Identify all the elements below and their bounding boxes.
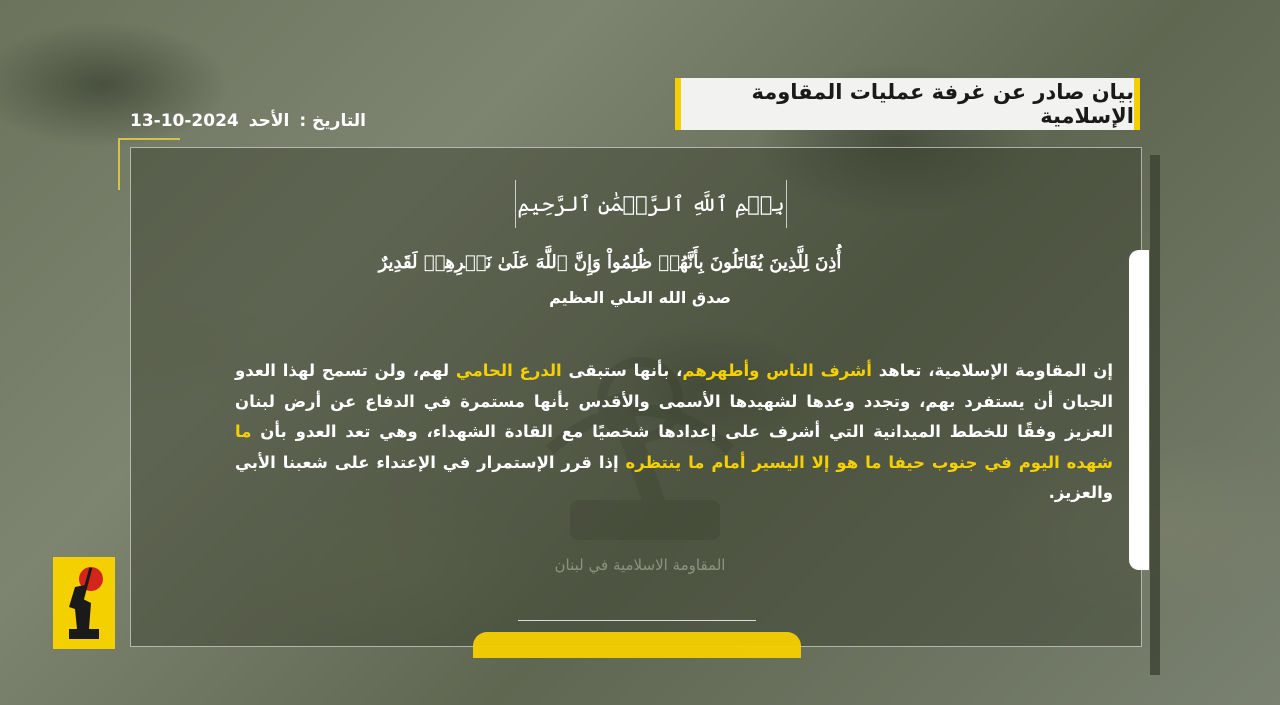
body-text-2: ، بأنها ستبقى xyxy=(561,361,683,380)
body-highlight-3: ما شهده اليوم في جنوب حيفا ما هو إلا اليسير أمام ما ينتظره xyxy=(235,422,1113,472)
body-text-1: إن المقاومة الإسلامية، تعاهد xyxy=(871,361,1113,380)
body-highlight-1: أشرف الناس وأطهرهم xyxy=(682,361,872,380)
bismillah-frame xyxy=(515,180,787,228)
resistance-logo-icon xyxy=(53,557,115,649)
statement-body xyxy=(235,356,1113,509)
bottom-yellow-tab xyxy=(473,632,801,658)
side-shadow-strip xyxy=(1150,155,1160,675)
bismillah: بِسۡمِ ٱللَّهِ ٱلرَّحۡمَٰنِ ٱلرَّحِيمِ xyxy=(517,192,785,216)
body-highlight-2: الدرع الحامي xyxy=(455,361,562,380)
emblem-caption: المقاومة الاسلامية في لبنان xyxy=(554,556,726,574)
verse-closing: صدق الله العلي العظيم xyxy=(549,288,731,307)
date-label: التاريخ : xyxy=(299,111,366,131)
body-text-3: لهم، ولن تسمح لهذا العدو الجبان أن يستفرد بهم، وتجدد وعدها لشهيدها الأسمى والأقدس بأنها مستمرة في الدفاع عن أرض لبنان العزيز وفقًا للخطط الميدانية التي أشرف على إعدادها شخصيًا مع القادة الشهداء، وهي تعد العدو بأن xyxy=(235,361,1113,441)
bottom-divider xyxy=(518,620,756,621)
quran-verse: أُذِنَ لِلَّذِينَ يُقَاتَلُونَ بِأَنَّهُمۡ ظُلِمُواْ وَإِنَّ ٱللَّهَ عَلَىٰ نَصۡرِهِمۡ لَقَدِيرٌ xyxy=(378,252,842,273)
body-text-4: إذا قرر الإستمرار في الإعتداء على شعبنا الأبي والعزيز. xyxy=(235,452,1113,502)
date-line xyxy=(130,106,370,136)
date-value: 13-10-2024 xyxy=(130,111,239,131)
date-day: الأحد xyxy=(248,111,290,131)
right-accent-strip xyxy=(1129,250,1149,570)
statement-title: بيان صادر عن غرفة عمليات المقاومة الإسلامية xyxy=(751,80,1134,128)
statement-title-box xyxy=(675,78,1140,130)
